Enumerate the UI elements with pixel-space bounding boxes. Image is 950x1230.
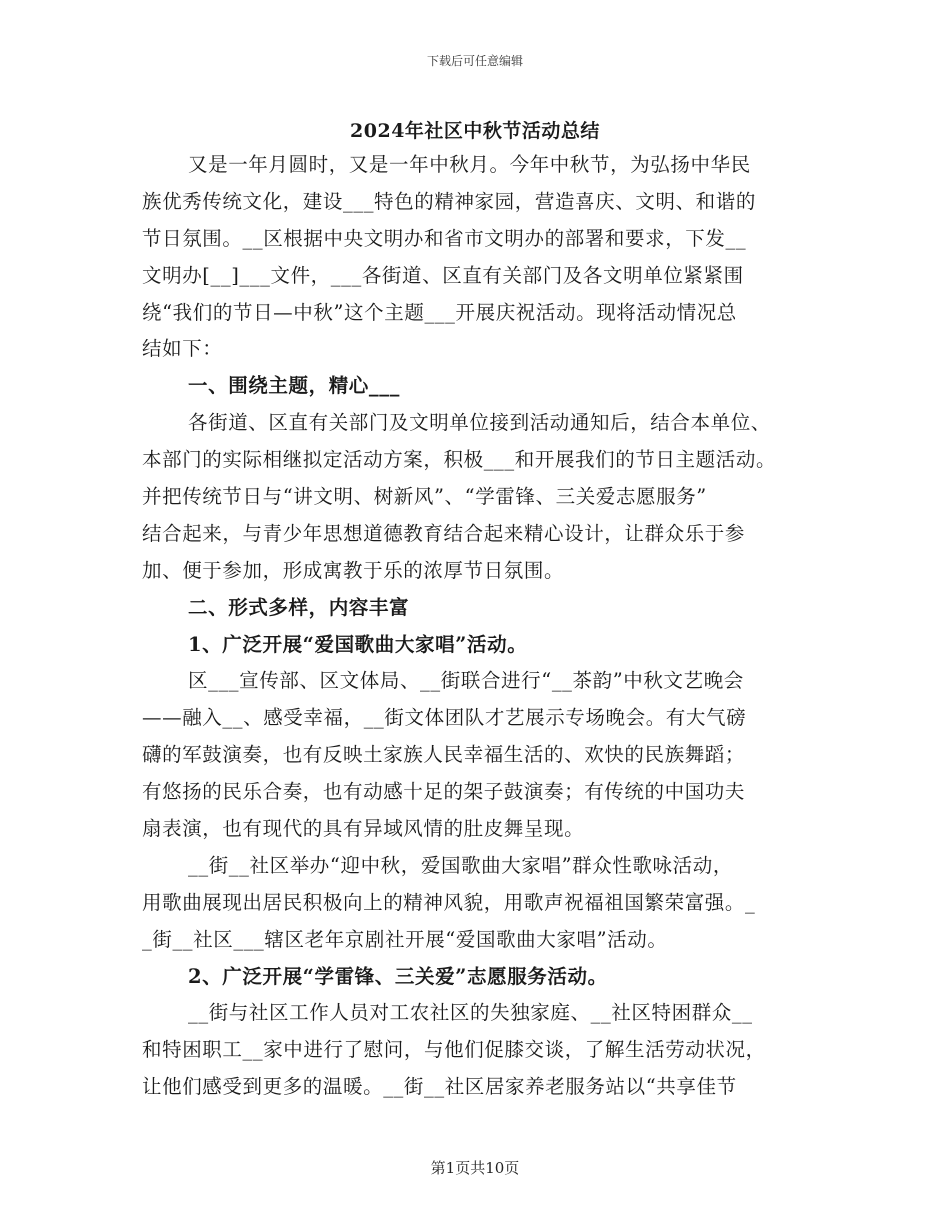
header-note: 下载后可任意编辑 xyxy=(426,54,523,68)
paragraph-line: __街与社区工作人员对工农社区的失独家庭、__社区特困群众__ xyxy=(188,1001,753,1025)
paragraph-line: 本部门的实际相继拟定活动方案，积极___和开展我们的节日主题活动。 xyxy=(142,448,777,472)
paragraph-line: ——融入__、感受幸福，__街文体团队才艺展示专场晚会。有大气磅 xyxy=(142,706,747,730)
section-heading: 一、围绕主题，精心___ xyxy=(188,374,400,398)
paragraph-line: 让他们感受到更多的温暖。__街__社区居家养老服务站以“共享佳节 xyxy=(142,1075,737,1099)
paragraph-line: 用歌曲展现出居民积极向上的精神风貌，用歌声祝福祖国繁荣富强。_ xyxy=(142,890,756,914)
paragraph-line: 区___宣传部、区文体局、__街联合进行“__茶韵”中秋文艺晚会 xyxy=(188,669,744,693)
paragraph-line: 又是一年月圆时，又是一年中秋月。今年中秋节，为弘扬中华民 xyxy=(188,153,751,176)
section-heading: 2、广泛开展“学雷锋、三关爱”志愿服务活动。 xyxy=(188,964,608,988)
paragraph-line: 节日氛围。__区根据中央文明办和省市文明办的部署和要求，下发__ xyxy=(142,226,747,250)
paragraph-line: 有悠扬的民乐合奏，也有动感十足的架子鼓演奏；有传统的中国功夫 xyxy=(142,780,746,804)
paragraph-line: 各街道、区直有关部门及文明单位接到活动通知后，结合本单位、 xyxy=(188,411,771,435)
section-heading: 1、广泛开展“爱国歌曲大家唱”活动。 xyxy=(188,632,528,656)
paragraph-line: 礴的军鼓演奏，也有反映土家族人民幸福生活的、欢快的民族舞蹈； xyxy=(142,743,746,767)
paragraph-line: 族优秀传统文化，建设___特色的精神家园，营造喜庆、文明、和谐的 xyxy=(142,189,756,213)
document-title: 2024年社区中秋节活动总结 xyxy=(350,120,600,142)
paragraph-line: 结如下： xyxy=(142,337,223,361)
paragraph-line: 扇表演，也有现代的具有异域风情的肚皮舞呈现。 xyxy=(142,817,585,841)
document-body xyxy=(142,147,812,1106)
section-heading: 二、形式多样，内容丰富 xyxy=(188,595,410,619)
paragraph-line: 结合起来，与青少年思想道德教育结合起来精心设计，让群众乐于参 xyxy=(142,521,746,545)
paragraph-line: _街__社区___辖区老年京剧社开展“爱国歌曲大家唱”活动。 xyxy=(142,927,668,951)
paragraph-line: 加、便于参加，形成寓教于乐的浓厚节日氛围。 xyxy=(142,558,565,582)
paragraph-line: __街__社区举办“迎中秋，爱国歌曲大家唱”群众性歌咏活动， xyxy=(188,853,733,877)
paragraph-line: 并把传统节日与“讲文明、树新风”、“学雷锋、三关爱志愿服务” xyxy=(142,485,707,509)
paragraph-line: 绕“我们的节日—中秋”这个主题___开展庆祝活动。现将活动情况总 xyxy=(142,300,737,324)
paragraph-line: 文明办[__]___文件，___各街道、区直有关部门及各文明单位紧紧围 xyxy=(142,263,744,287)
paragraph-line: 和特困职工__家中进行了慰问，与他们促膝交谈，了解生活劳动状况， xyxy=(142,1038,766,1062)
page-footer: 第1页共10页 xyxy=(430,1159,520,1177)
